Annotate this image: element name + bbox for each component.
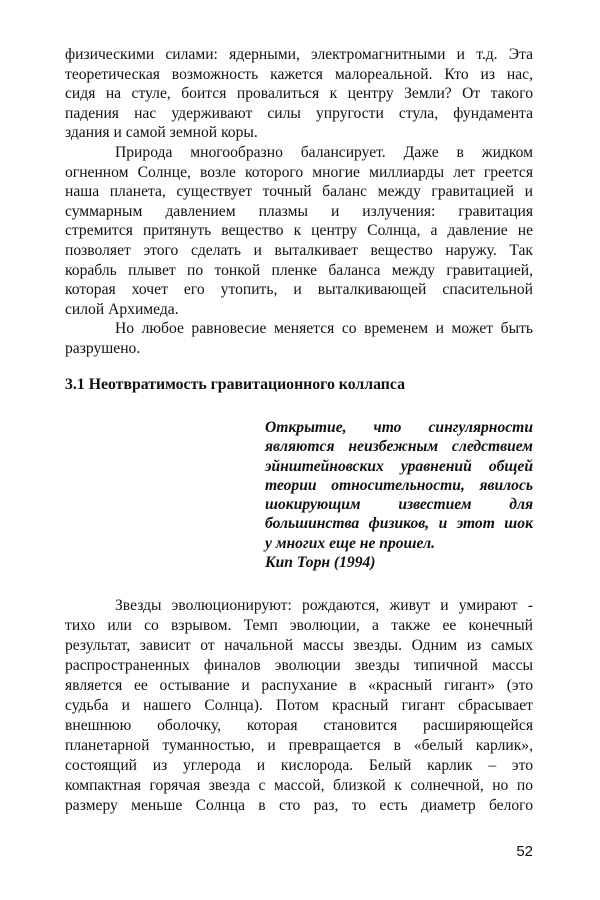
page-number: 52 <box>516 843 533 860</box>
text-line: корабль плывет по тонкой пленке баланса между гравитацией, <box>65 261 533 279</box>
text-line: разрушено. <box>65 339 141 357</box>
text-line: Природа многообразно балансирует. Даже в жидком <box>115 143 533 161</box>
text-line: суммарным давлением плазмы и излучения: гравитация <box>65 202 533 220</box>
text-line: наша планета, существует точный баланс между гравитацией и <box>65 183 533 201</box>
epigraph-author: Кип Торн (1994) <box>265 554 376 572</box>
body-text-bottom <box>65 596 533 816</box>
text-line: распространенных финалов эволюции звезды типичной массы <box>65 657 533 674</box>
text-line: которая хочет его утопить, и выталкивающей спасительной <box>65 281 533 299</box>
text-line: падения нас удерживают силы упругости стула, фундамента <box>65 104 533 122</box>
text-line: состоящий из углерода и кислорода. Белый карлик – это <box>65 757 533 774</box>
text-line: позволяет этого сделать и выталкивает вещество наружу. Так <box>65 241 533 259</box>
text-line: шокирующим известием для <box>265 496 533 514</box>
text-line: планетарной туманностью, и превращается в «белый карлик», <box>65 737 533 754</box>
text-line: тихо или со взрывом. Темп эволюции, а также ее конечный <box>65 617 533 634</box>
text-line: является ее остывание и распухание в «красный гигант» (это <box>65 677 533 694</box>
text-line: размеру меньше Солнца в сто раз, то есть диаметр белого <box>65 797 533 814</box>
text-line: теоретическая возможность кажется малореальной. Кто из нас, <box>65 65 533 83</box>
text-line: являются неизбежным следствием <box>265 438 533 456</box>
text-line: физическими силами: ядерными, электромагнитными и т.д. Эта <box>65 46 533 63</box>
text-line: у многих еще не прошел. <box>265 534 435 552</box>
text-line: большинства физиков, и этот шок <box>265 515 533 533</box>
text-line: внешнюю оболочку, которая становится расширяющейся <box>65 717 533 734</box>
text-line: эйнштейновских уравнений общей <box>265 457 533 475</box>
epigraph <box>265 418 533 572</box>
text-line: Звезды эволюционируют: рождаются, живут и умирают - <box>115 597 533 614</box>
text-line: теории относительности, явилось <box>265 476 533 494</box>
text-line: Открытие, что сингулярности <box>265 419 533 436</box>
text-line: Но любое равновесие меняется со временем и может быть <box>115 320 533 338</box>
text-line: компактная горячая звезда с массой, близкой к солнечной, но по <box>65 777 533 794</box>
text-line: огненном Солнце, возле которого многие миллиарды лет греется <box>65 163 533 181</box>
text-line: результат, зависит от начальной массы звезды. Одним из самых <box>65 637 533 654</box>
text-line: сидя на стуле, боится провалиться к центру Земли? От такого <box>65 85 533 103</box>
section-heading: 3.1 Неотвратимость гравитационного коллапса <box>65 376 406 393</box>
body-text-top <box>65 45 533 359</box>
text-line: силой Архимеда. <box>65 300 179 318</box>
text-line: стремится притянуть вещество к центру Солнца, а давление не <box>65 222 533 240</box>
text-line: судьба и нашего Солнца). Потом красный гигант сбрасывает <box>65 697 533 714</box>
text-line: здания и самой земной коры. <box>65 124 258 142</box>
